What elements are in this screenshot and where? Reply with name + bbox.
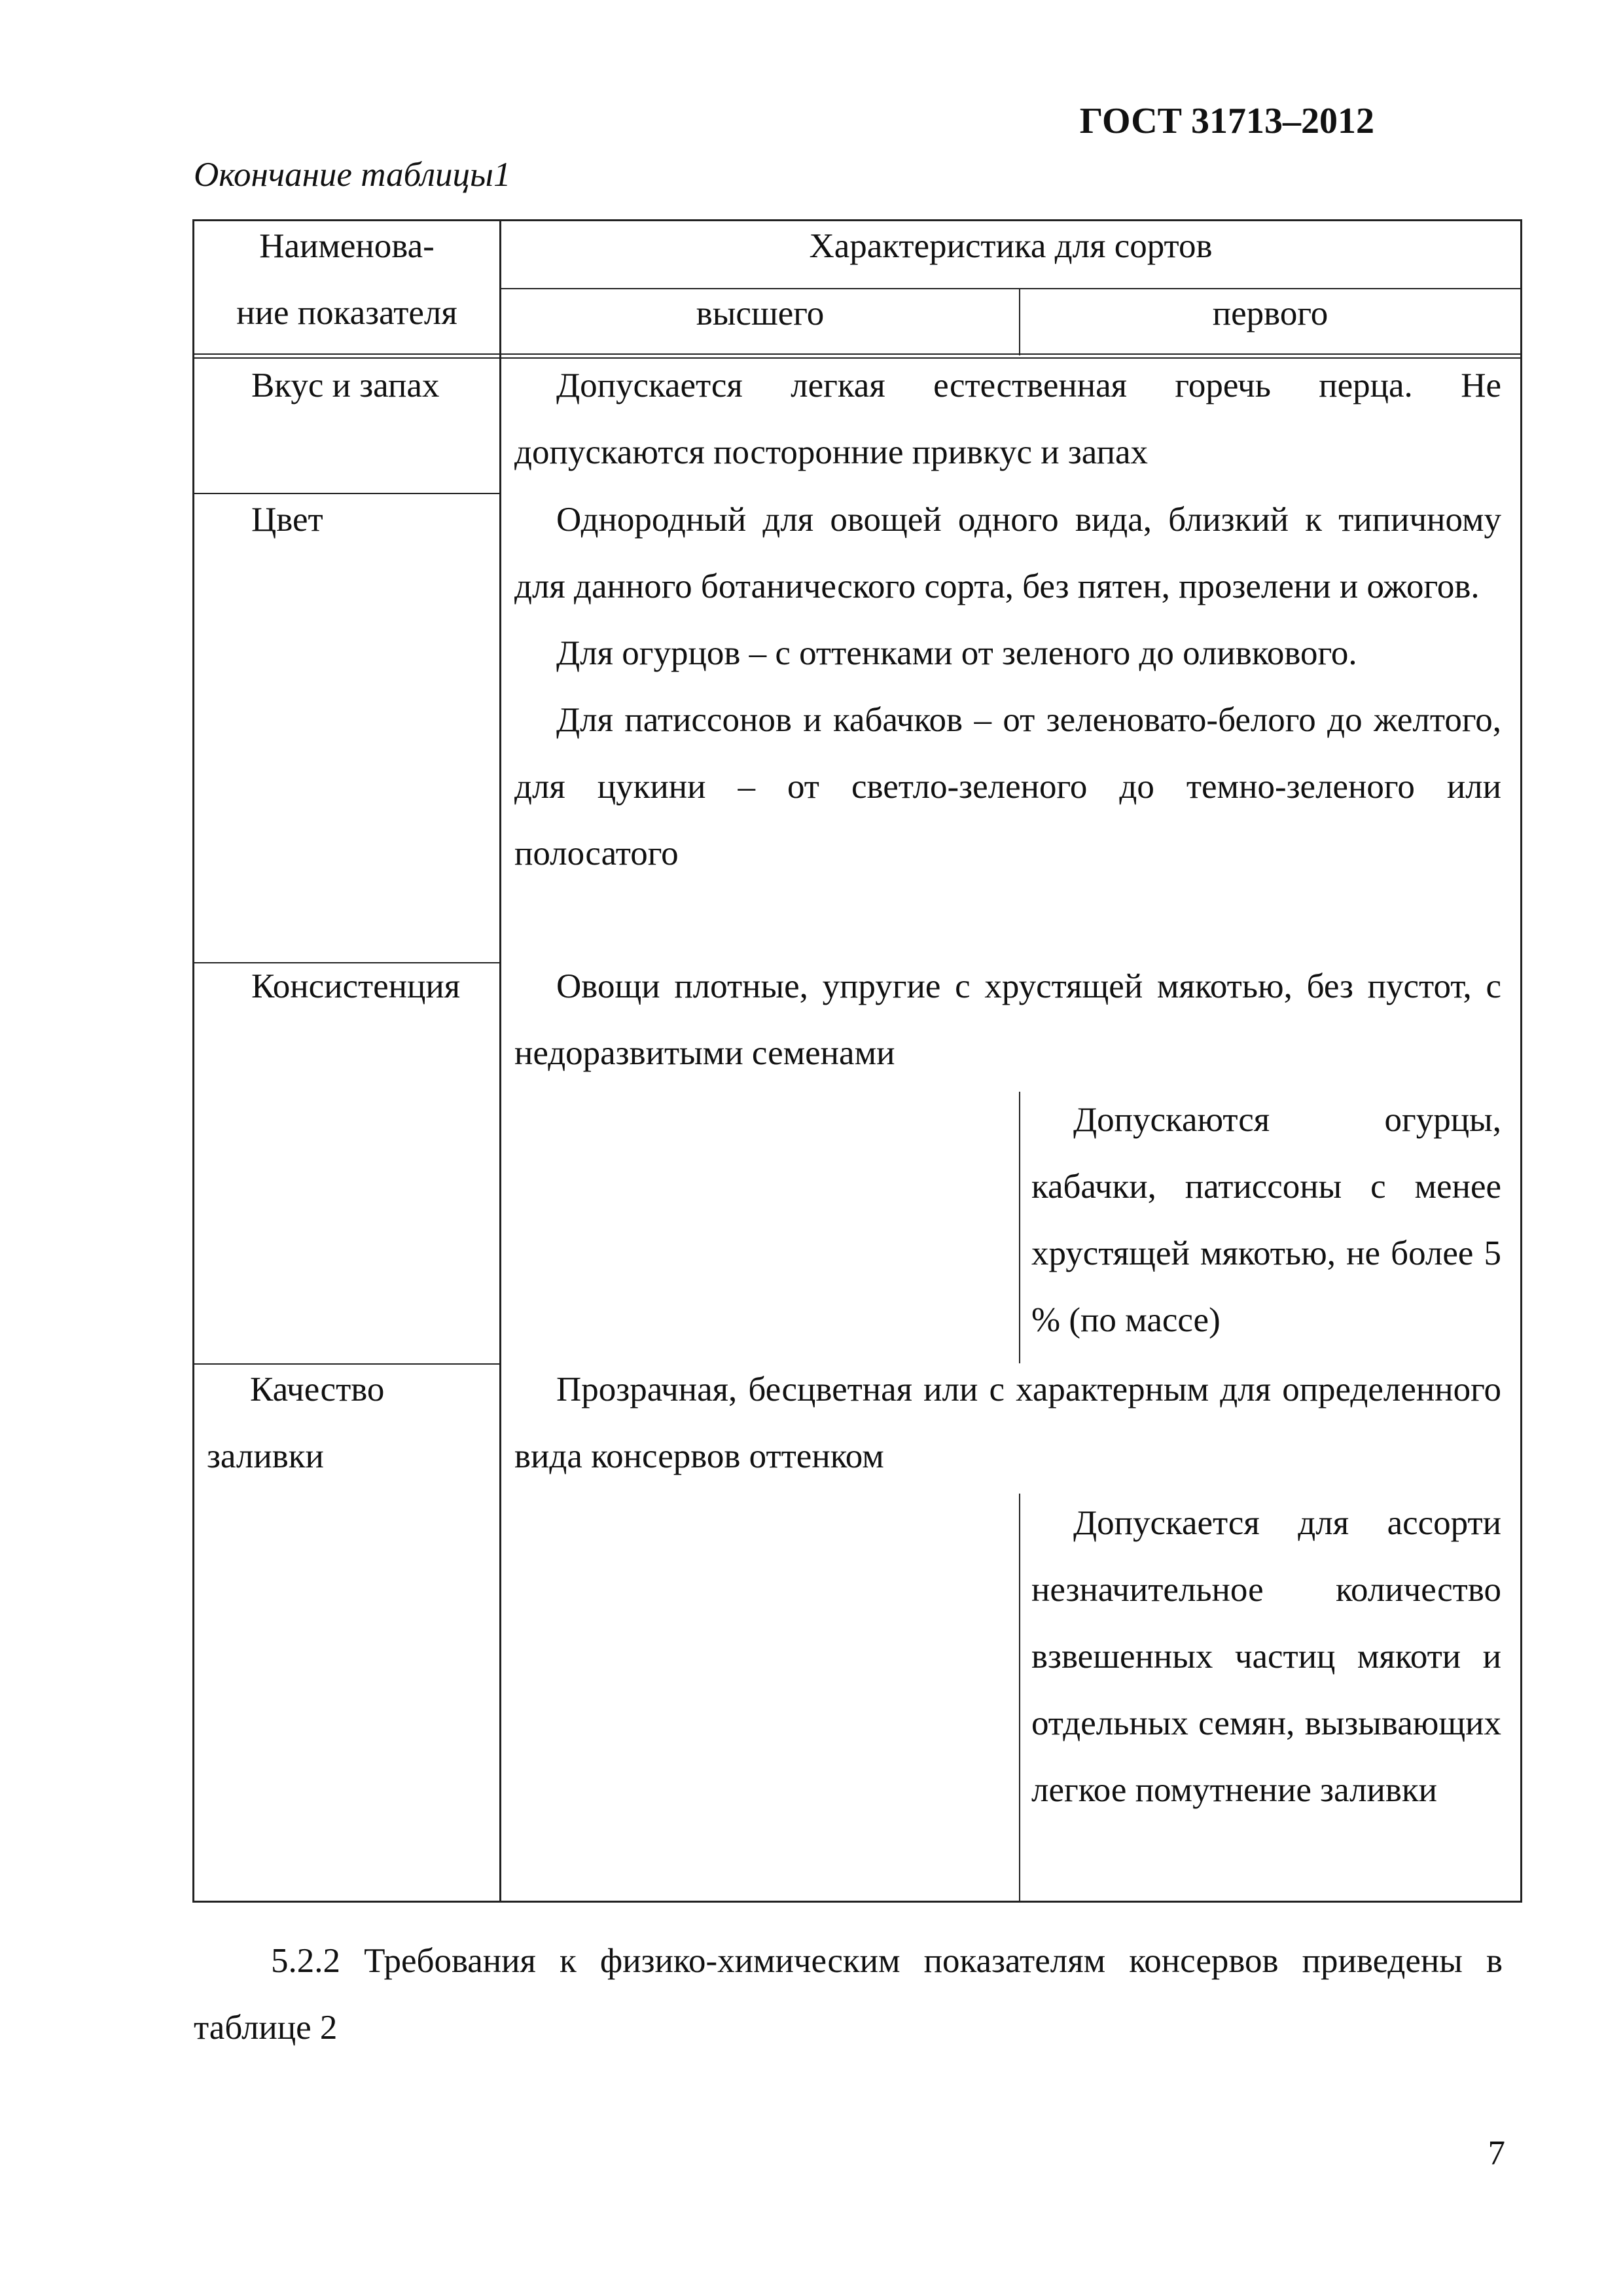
row-taste-name: Вкус и запах <box>251 367 440 404</box>
table-border-bottom <box>192 1901 1522 1903</box>
table-border-left <box>192 219 194 1903</box>
header-first-grade: первого <box>1212 295 1329 332</box>
header-grade-characteristics: Характеристика для сортов <box>809 227 1213 265</box>
grade-divider-consistency <box>1019 1092 1020 1363</box>
row-brine-first-grade-text: Допускается для ассорти незначительное количество взвешенных частиц мякоти и отдельных семян, вызывающих легкое помутнение заливки <box>1031 1504 1501 1809</box>
body-paragraph: 5.2.2 Требования к физико-химическим показателям консервов приведены в таблице 2 <box>194 1942 1503 2047</box>
row-brine-paragraph: Прозрачная, бесцветная или с характерным для определенного вида консервов оттенком <box>514 1371 1501 1475</box>
row-brine-text <box>514 1356 1501 1490</box>
row-taste-text <box>514 352 1501 486</box>
row-consistency-first-grade-text: Допускаются огурцы, кабачки, патиссоны с менее хрустящей мякотью, не более 5 % (по массе) <box>1031 1101 1501 1339</box>
row-color-paragraph-3: Для патиссонов и кабачков – от зеленовато-белого до желтого, для цукини – от светло-зеленого до темно-зеленого или полосатого <box>514 701 1501 872</box>
header-grade-divider <box>1019 288 1020 355</box>
page-number: 7 <box>1488 2134 1505 2172</box>
row-color-text <box>514 486 1501 887</box>
row-color-name: Цвет <box>251 501 323 539</box>
grade-divider-brine <box>1019 1494 1020 1902</box>
row-color-paragraph-1: Однородный для овощей одного вида, близкий к типичному для данного ботанического сорта, без пятен, прозелени и ожогов. <box>514 501 1501 605</box>
row-consistency-text <box>514 953 1501 1086</box>
header-indicator-name: Наименова- ние показателя <box>236 227 457 332</box>
table-caption: Окончание таблицы1 <box>194 156 511 194</box>
row-brine-name <box>207 1356 492 1490</box>
row-taste-paragraph: Допускается легкая естественная горечь перца. Не допускаются посторонние привкус и запах <box>514 367 1501 471</box>
row-brine-first-grade <box>1031 1490 1501 1823</box>
row-consistency-name: Консистенция <box>251 967 461 1005</box>
table-border-right <box>1520 219 1522 1903</box>
header-top-grade: высшего <box>696 295 825 332</box>
row-brine-name-text: Качество заливки <box>207 1371 385 1475</box>
row-color-paragraph-2: Для огурцов – с оттенками от зеленого до оливкового. <box>556 634 1357 672</box>
row-consistency-paragraph: Овощи плотные, упругие с хрустящей мякотью, без пустот, с недоразвитыми семенами <box>514 967 1501 1072</box>
row-consistency-first-grade <box>1031 1086 1501 1354</box>
table-col-divider <box>499 219 501 1903</box>
standard-code: ГОСТ 31713–2012 <box>1079 101 1374 141</box>
